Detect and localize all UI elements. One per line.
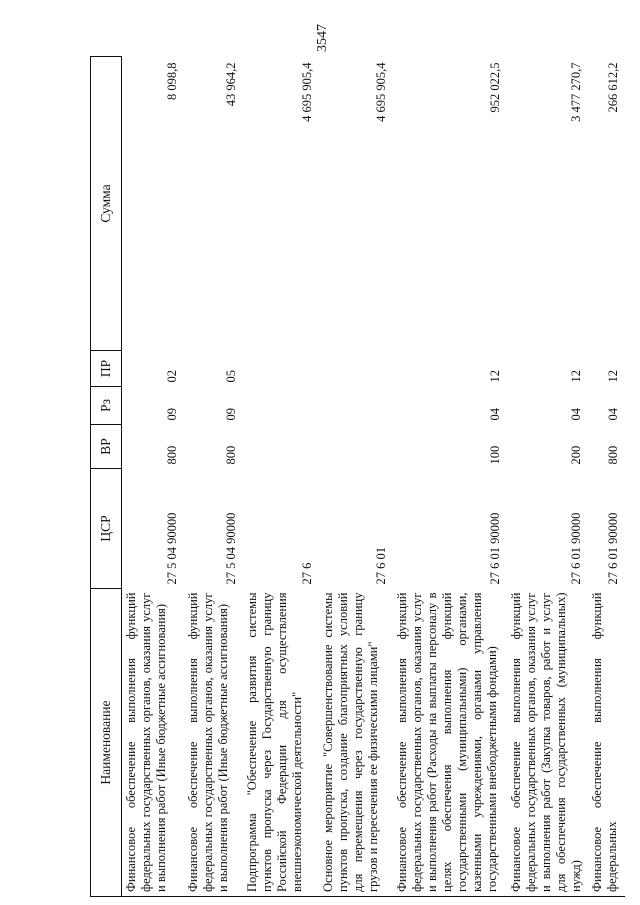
- row-name: Основное мероприятие "Совершенствование системы пунктов пропуска, создание благоприятных условий для перемещения через государственную границу грузов и пересечения ее физическими лицами": [319, 589, 393, 897]
- row-name: Финансовое обеспечение выполнения функций федеральных государственных органов, оказания услуг и выполнения работ (Иные бюджетные ассигнования): [184, 589, 243, 897]
- header-name: Наименование: [91, 589, 122, 897]
- row-name: Финансовое обеспечение выполнения функций федеральных государственных органов, оказания услуг и выполнения работ (Расходы на выплаты персоналу в целях обеспечения выполнения функций государственными (муниципальными) органами, казенными учреждениями, органами управления государственными внебюджетными фондами): [393, 589, 507, 897]
- row-vr: 800: [605, 445, 620, 465]
- row-pr: [243, 351, 319, 387]
- table-row: [319, 57, 393, 897]
- header-sum: Сумма: [91, 57, 122, 351]
- table-row: [243, 57, 319, 897]
- budget-table: [90, 56, 625, 897]
- row-sum: 3 477 270,7: [568, 62, 583, 122]
- row-vr: 200: [568, 445, 583, 465]
- table-row: [588, 57, 625, 897]
- table-row: [507, 57, 588, 897]
- row-csr: 27 5 04 90000: [164, 512, 179, 585]
- row-rz: 09: [164, 408, 179, 421]
- row-pr: 12: [568, 370, 583, 383]
- table-body: [122, 57, 625, 897]
- row-rz: 04: [568, 408, 583, 421]
- row-csr: 27 6: [299, 562, 314, 585]
- row-sum: 4 695 905,4: [299, 62, 314, 122]
- row-pr: 12: [605, 370, 620, 383]
- header-csr: ЦСР: [91, 469, 122, 589]
- row-rz: 09: [223, 408, 238, 421]
- header-vr: ВР: [91, 425, 122, 469]
- row-pr: 02: [164, 370, 179, 383]
- row-csr: 27 6 01 90000: [487, 512, 502, 585]
- row-vr: [243, 425, 319, 469]
- row-rz: [319, 387, 393, 425]
- row-name: Финансовое обеспечение выполнения функций федеральных: [588, 589, 625, 897]
- budget-table-rotated: [90, 57, 620, 897]
- row-rz: [243, 387, 319, 425]
- row-vr: 100: [487, 445, 502, 465]
- row-pr: 12: [487, 370, 502, 383]
- row-rz: 04: [605, 408, 620, 421]
- row-csr: 27 6 01: [373, 547, 388, 585]
- row-csr: 27 6 01 90000: [605, 512, 620, 585]
- row-pr: 05: [223, 370, 238, 383]
- budget-table-frame: [90, 57, 620, 897]
- row-rz: 04: [487, 408, 502, 421]
- table-row: [122, 57, 184, 897]
- header-rz: Рз: [91, 387, 122, 425]
- row-name: Подпрограмма "Обеспечение развития системы пунктов пропуска через Государственную границу Российской Федерации для осуществления внешнеэкономической деятельности": [243, 589, 319, 897]
- table-row: [184, 57, 243, 897]
- row-sum: 43 964,2: [223, 62, 238, 107]
- row-vr: [319, 425, 393, 469]
- row-sum: 266 612,2: [605, 62, 620, 113]
- row-sum: 952 022,5: [487, 62, 502, 113]
- row-vr: 800: [223, 445, 238, 465]
- row-sum: 8 098,8: [164, 62, 179, 100]
- row-vr: 800: [164, 445, 179, 465]
- row-csr: 27 5 04 90000: [223, 512, 238, 585]
- header-pr: ПР: [91, 351, 122, 387]
- page-number: 3547: [315, 24, 330, 52]
- row-name: Финансовое обеспечение выполнения функций федеральных государственных органов, оказания услуг и выполнения работ (Закупка товаров, работ и услуг для обеспечения государственных (муниципальных) нужд): [507, 589, 588, 897]
- row-name: Финансовое обеспечение выполнения функций федеральных государственных органов, оказания услуг и выполнения работ (Иные бюджетные ассигнования): [122, 589, 184, 897]
- table-row: [393, 57, 507, 897]
- row-csr: 27 6 01 90000: [568, 512, 583, 585]
- row-sum: 4 695 905,4: [373, 62, 388, 122]
- table-header: [91, 57, 122, 897]
- row-pr: [319, 351, 393, 387]
- header-row: [91, 57, 122, 897]
